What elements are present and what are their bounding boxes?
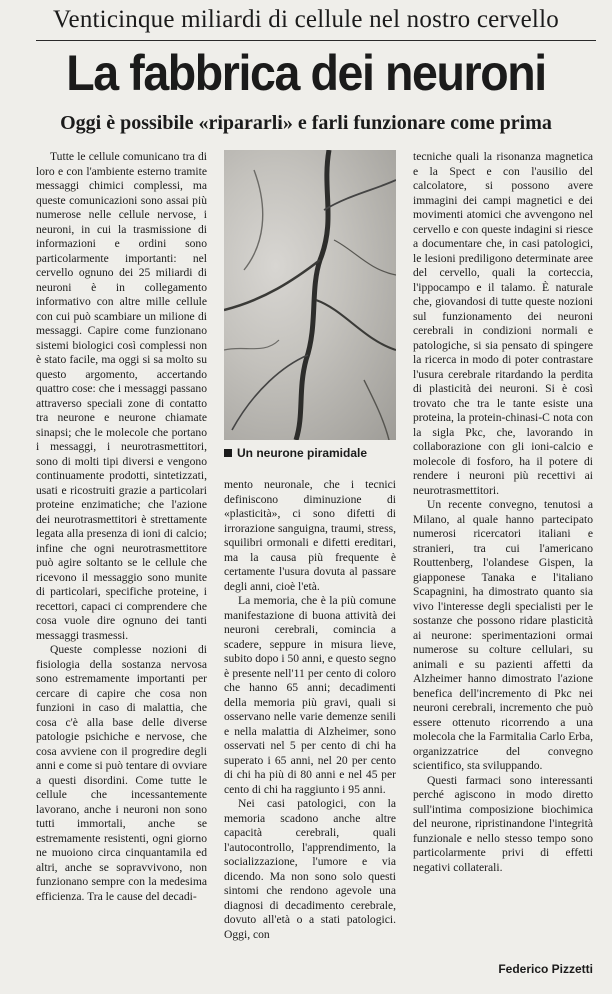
caption-square-icon (224, 449, 232, 457)
paragraph: Tutte le cellule comunicano tra di loro e con l'ambiente esterno tramite messaggi chimici complessi, ma queste comunicazioni sono assai più numerose nelle cellule nervose, i neuroni, in cui la trasmissione di informazioni e ordini sono particolarmente importanti: nel cervello ognuno dei 25 miliardi di neuroni è in collegamento informativo con altre mille cellule con cui può scambiare un milione di messaggi. Capire come funzionano sistemi biologici così complessi non è stato facile, ma oggi si sa molto su questo argomento, accertando quattro cose: che i messaggi passano attraverso speciali zone di contatto tra neurone e neurone chiamate sinapsi; che le molecole che portano i messaggi, i neurotrasmettitori, sono di molti tipi diversi e vengono continuamente prodotti, sintetizzati, usati e ricostruiti grazie a particolari proteine enzimatiche; che l'azione dei neurotrasmettitori è strettamente legata alla presenza di ioni di calcio; infine che ogni neurotrasmettitore può agire soltanto se le cellule che ricevono il messaggio sono munite di particolari, specifiche proteine, i recettori, capaci ci comprendere che cosa vuole dire ognuno dei tanti messaggi trasmessi. (36, 150, 207, 642)
kicker-rule (36, 40, 596, 41)
subhead: Oggi è possibile «ripararli» e farli funzionare come prima (60, 112, 552, 134)
paragraph: Nei casi patologici, con la memoria scadono anche altre capacità cerebrali, quali l'autocontrollo, l'apprendimento, la socializzazione, l'umore e via dicendo. Ma non sono solo questi sintomi che rendono agevole una diagnosi di decadimento cerebrale, dovuto all'età o a stati patologici. Oggi, con (224, 797, 396, 941)
photo-caption-text: Un neurone piramidale (237, 446, 368, 460)
paragraph: Queste complesse nozioni di fisiologia della sostanza nervosa sono estremamente importanti per cercare di capire che cosa non funzioni in caso di malattia, che cosa c'è alla base delle diverse patologie psichiche e nervose, che cosa avviene con il progredire degli anni e come si può tentare di ovviare a questi disordini. Come tutte le cellule che incessantemente lavorano, anche i neuroni non sono tutti immortali, anche se estremamente resistenti, ogni giorno ne muoiono circa cinquantamila ed altri, anche se sopravvivono, non funzionano sempre con la medesima efficienza. Tra le cause del decadi- (36, 643, 207, 903)
paragraph: Questi farmaci sono interessanti perché agiscono in modo diretto sull'intima composizione biochimica del neurone, ripristinandone l'integrità funzionale e nello stesso tempo sono particolarmente privi di effetti negativi collaterali. (413, 773, 593, 874)
paragraph: La memoria, che è la più comune manifestazione di buona attività dei neuroni cerebrali, comincia a scadere, seppure in misura lieve, subito dopo i 50 anni, e questo segno è presente nell'11 per cento di coloro che hanno 65 anni; decadimenti della memoria più gravi, quali si osservano nelle varie demenze senili e nella malattia di Alzheimer, sono osservati nel 5 per cento di chi ha superato i 65 anni, nel 20 per cento di chi ha più di 80 anni e nel 45 per cento di chi ha raggiunto i 95 anni. (224, 594, 396, 796)
paragraph: tecniche quali la risonanza magnetica e la Spect e con l'ausilio del calcolatore, si possono avere immagini dei campi magnetici e dei movimenti atomici che avvengono nel cervello e con queste indagini si riesce a documentare che, in casi patologici, le lesioni prediligono determinate aree del cervello, quali la corteccia, l'ippocampo e il talamo. È naturale che, giovandosi di tutte queste nozioni sul funzionamento dei neuroni cerebrali in condizioni normali e patologiche, si sia pensato di spingere la ricerca in modo di poter contrastare l'usura cerebrale ritardando la perdita di plasticità dei neuroni. Si è così trovato che tra le tante esiste una proteina, la protein-chinasi-C nota con la sigla Pkc, che, lavorando in collaborazione con gli ioni-calcio e molecole di fosforo, ha il potere di rendere i neuroni più recettivi ai neurotrasmettitori. (413, 150, 593, 497)
article-column-2 (224, 478, 396, 976)
paragraph: mento neuronale, che i tecnici definiscono diminuzione di «plasticità», ci sono difetti di irrorazione sanguigna, traumi, stress, squilibri ormonali e difetti ereditari, ma la causa più frequente è certamente l'usura dovuta al passare degli anni, cioè l'età. (224, 478, 396, 593)
neuron-photo (224, 150, 396, 440)
headline: La fabbrica dei neuroni (66, 45, 546, 101)
neuron-image (224, 150, 396, 440)
kicker: Venticinque miliardi di cellule nel nostro cervello (53, 6, 559, 33)
photo-caption (224, 446, 396, 460)
paragraph: Un recente convegno, tenutosi a Milano, al quale hanno partecipato numerosi ricercatori italiani e stranieri, tra cui l'americano Routtenberg, l'olandese Gispen, la giapponese Tanaka e l'italiano Scapagnini, ha dimostrato quanto sia vivo l'interesse degli specialisti per le sostanze che possono ridare plasticità ai neurone: sperimentazioni ormai numerose su colture cellulari, su animali e su pazienti affetti da Alzheimer hanno dimostrato l'azione benefica dell'incremento di Pkc nei neuroni cerebrali, incremento che può essere ottenuto ricorrendo a una molecola che la Farmitalia Carlo Erba, organizzatrice del convegno scientifico, sta sviluppando. (413, 498, 593, 772)
article-column-3 (413, 150, 593, 950)
article-column-1 (36, 150, 207, 976)
byline: Federico Pizzetti (498, 962, 593, 976)
